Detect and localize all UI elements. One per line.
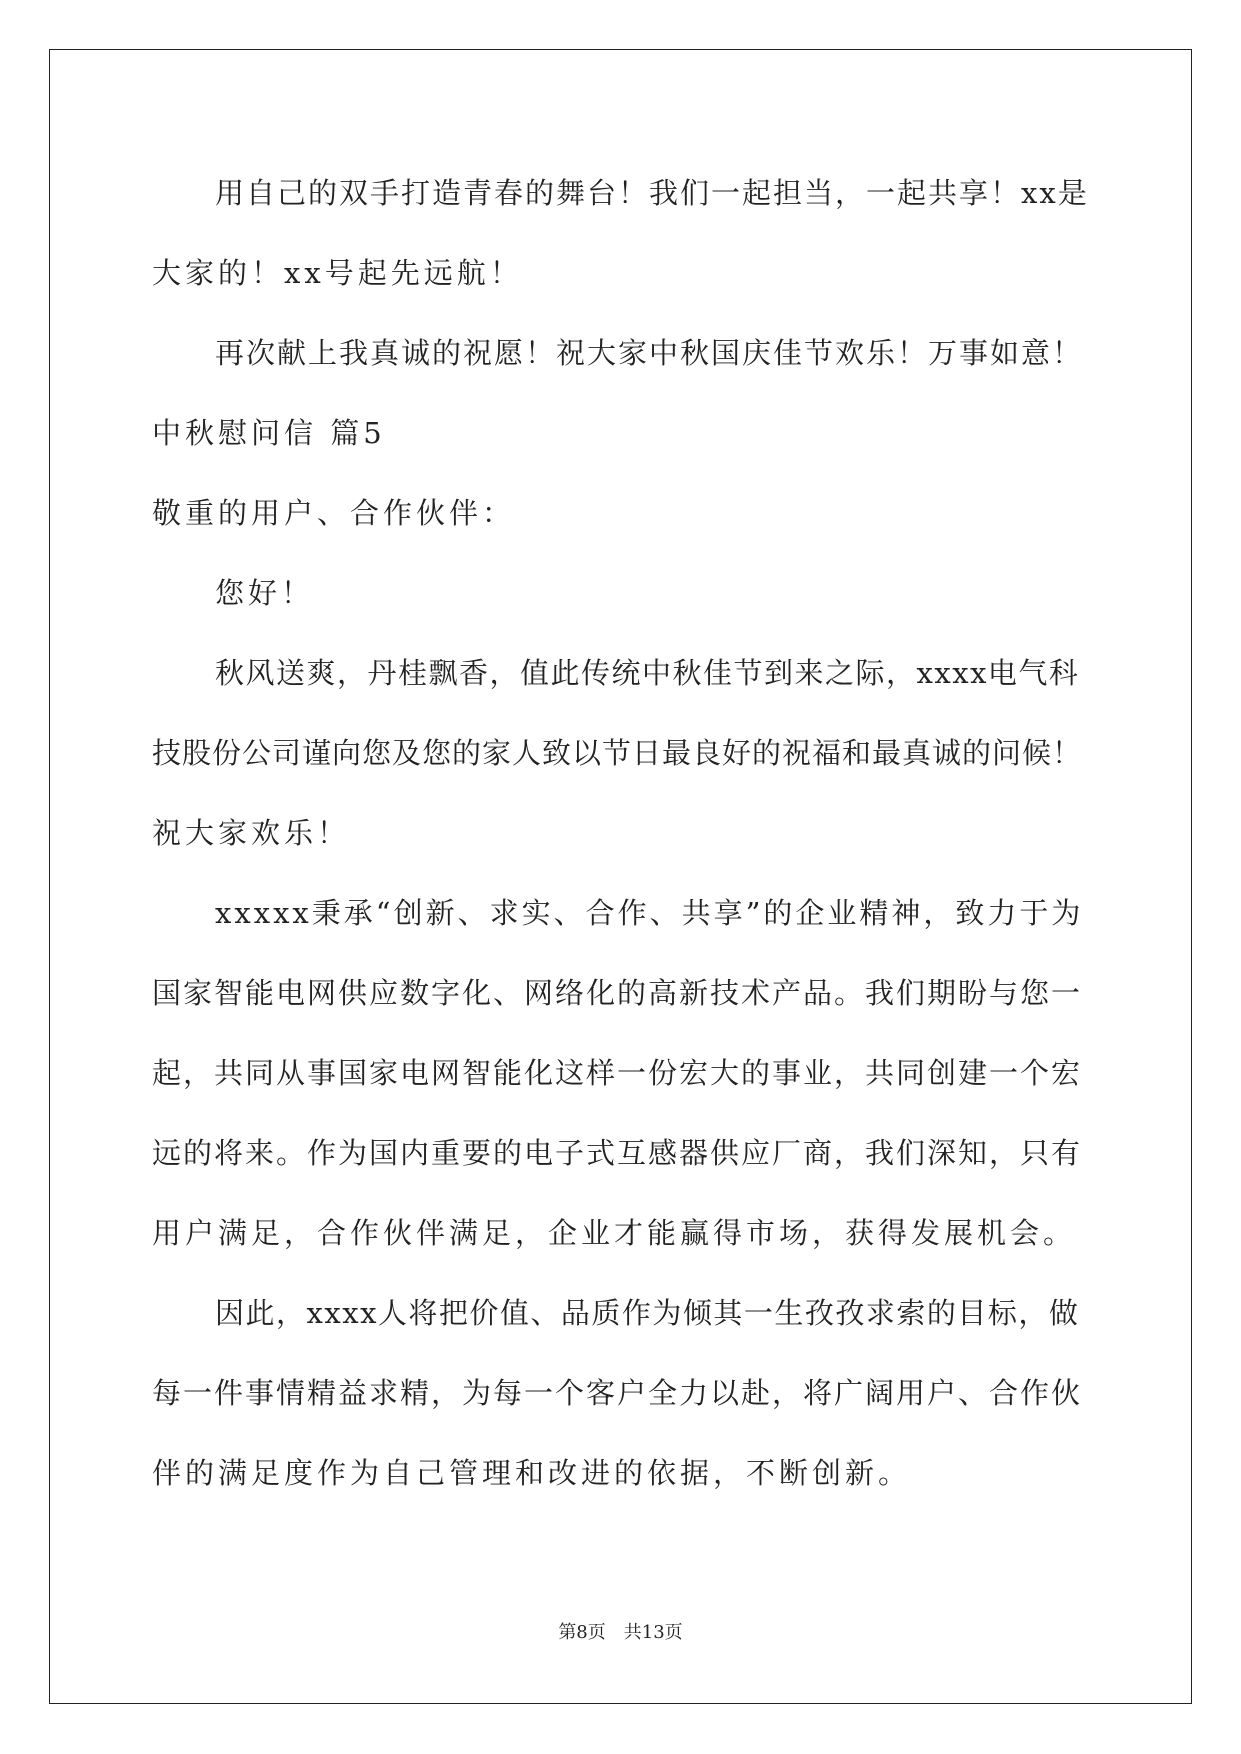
salutation: 敬重的用户、合作伙伴： — [152, 496, 516, 530]
current-page-number: 第8页 — [558, 1622, 606, 1643]
total-pages: 共13页 — [623, 1622, 683, 1643]
text-line: xxxxx秉承“创新、求实、合作、共享”的企业精神，致力于为 — [215, 896, 1084, 930]
text-line: 国家智能电网供应数字化、网络化的高新技术产品。我们期盼与您一 — [152, 976, 1083, 1010]
text-line: 祝大家欢乐！ — [152, 816, 351, 850]
text-line: 用户满足，合作伙伴满足，企业才能赢得市场，获得发展机会。 — [152, 1216, 1077, 1250]
section-heading: 中秋慰问信 篇5 — [152, 416, 386, 450]
text-line: 每一件事情精益求精，为每一个客户全力以赴，将广阔用户、合作伙 — [152, 1376, 1083, 1410]
text-line: 因此，xxxx人将把价值、品质作为倾其一生孜孜求索的目标，做 — [215, 1296, 1080, 1330]
page-footer — [0, 1621, 1241, 1645]
text-line: 再次献上我真诚的祝愿！祝大家中秋国庆佳节欢乐！万事如意！ — [215, 336, 1084, 370]
text-line: 伴的满足度作为自己管理和改进的依据，不断创新。 — [152, 1456, 912, 1490]
text-line: 远的将来。作为国内重要的电子式互感器供应厂商，我们深知，只有 — [152, 1136, 1083, 1170]
text-line: 技股份公司谨向您及您的家人致以节日最良好的祝福和最真诚的问候！ — [152, 736, 1083, 770]
greeting: 您好！ — [215, 576, 315, 610]
text-line: 大家的！xx号起先远航！ — [152, 256, 523, 290]
text-line: 起，共同从事国家电网智能化这样一份宏大的事业，共同创建一个宏 — [152, 1056, 1083, 1090]
text-line: 秋风送爽，丹桂飘香，值此传统中秋佳节到来之际，xxxx电气科 — [215, 656, 1080, 690]
text-line: 用自己的双手打造青春的舞台！我们一起担当，一起共享！xx是 — [215, 176, 1089, 210]
